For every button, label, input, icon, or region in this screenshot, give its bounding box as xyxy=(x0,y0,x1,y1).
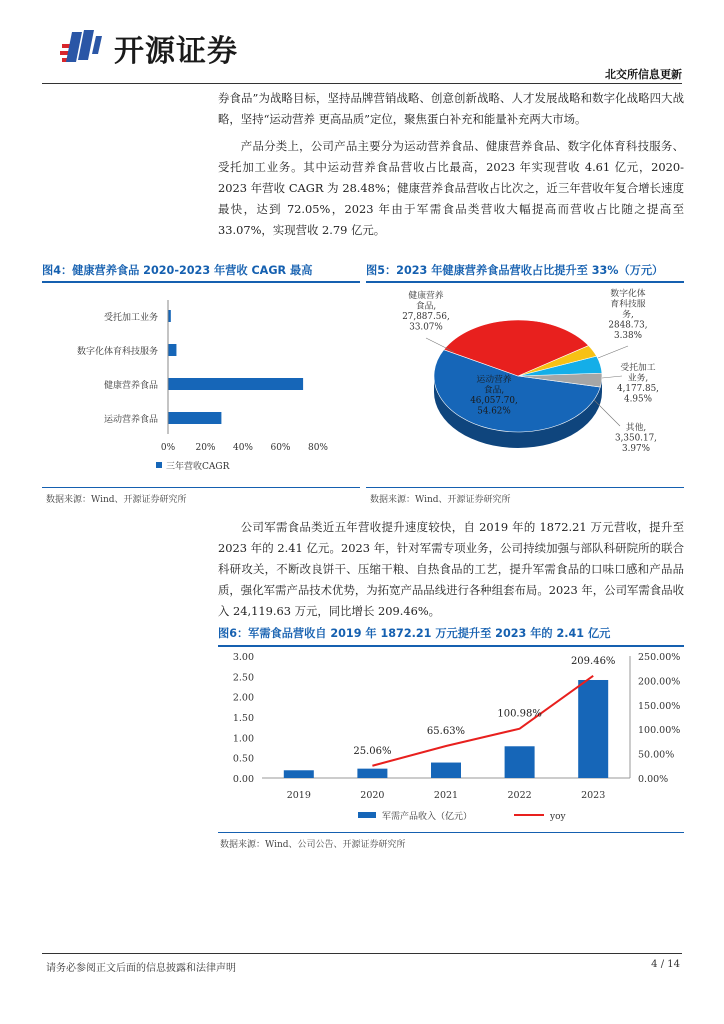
fig6-right-tick: 200.00% xyxy=(638,676,681,688)
fig6-bar xyxy=(431,763,461,778)
fig6-chart xyxy=(218,648,684,828)
fig4-legend-label: 三年营收CAGR xyxy=(166,462,230,472)
fig6-left-tick: 1.50 xyxy=(232,713,254,724)
fig5-slice-label: 其他, xyxy=(625,423,647,433)
fig5-slice-label: 3.38% xyxy=(614,331,642,341)
fig4-bar xyxy=(168,344,176,356)
fig6-bar xyxy=(578,680,608,778)
fig6-left-tick: 0.50 xyxy=(232,753,254,765)
fig4-category-label: 数字化体育科技服务 xyxy=(76,347,158,357)
footer-disclaimer: 请务必参阅正文后面的信息披露和法律声明 xyxy=(46,963,236,974)
fig4-category-label: 受托加工业务 xyxy=(103,313,158,323)
fig6-left-tick: 1.00 xyxy=(232,733,254,745)
fig6-yoy-label: 209.46% xyxy=(570,655,616,667)
paragraph-2: 产品分类上，公司产品主要分为运动营养食品、健康营养食品、数字化体育科技服务、受托加工业务。其中运动营养食品营收占比最高，2023 年实现营收 4.61 亿元，2020-2023 年营收 CAGR 为 28.48%；健康营养食品营收占比次之，近三年营收年复合增长速度最快，达到 72.05%，2023 年由于军需食品类营收大幅提高而营收占比随之提高至 33.07%，实现营收 2.79 亿元。 xyxy=(218,139,684,237)
fig5-bottom-rule xyxy=(366,487,684,488)
fig6-bar xyxy=(284,770,314,778)
fig6-right-tick: 100.00% xyxy=(638,725,681,737)
fig6-right-tick: 50.00% xyxy=(638,749,675,761)
fig6-legend-bar-label: 军需产品收入（亿元） xyxy=(382,812,473,822)
fig5-slice-label: 食品, xyxy=(415,301,437,312)
fig5-leader-line xyxy=(602,376,622,378)
fig4-x-tick: 60% xyxy=(270,443,291,453)
fig5-slice-label: 46,057.70, xyxy=(470,396,518,406)
fig6-source: 数据来源：Wind、公司公告、开源证券研究所 xyxy=(220,840,406,850)
fig6-bar xyxy=(357,769,387,778)
fig4-category-label: 运动营养食品 xyxy=(103,415,158,425)
fig5-source: 数据来源：Wind、开源证券研究所 xyxy=(370,495,511,505)
fig5-title: 图5：2023 年健康营养食品营收占比提升至 33%（万元） xyxy=(366,264,664,277)
fig6-right-tick: 150.00% xyxy=(638,700,681,712)
fig6-legend-bar-swatch xyxy=(358,812,376,818)
fig6-bottom-rule xyxy=(218,832,684,833)
fig4-x-tick: 20% xyxy=(195,443,216,453)
fig5-slice-label: 27,887.56, xyxy=(402,312,450,322)
fig4-category-label: 健康营养食品 xyxy=(103,381,158,391)
fig5-slice-label: 健康营养 xyxy=(408,291,444,301)
fig5-slice-label: 4.95% xyxy=(624,394,652,405)
fig4-x-tick: 40% xyxy=(232,443,254,453)
fig4-x-tick: 80% xyxy=(307,443,329,453)
fig6-right-tick: 250.00% xyxy=(638,652,681,663)
paragraph-3: 公司军需食品类近五年营收提升速度较快，自 2019 年的 1872.21 万元营收，提升至 2023 年的 2.41 亿元。2023 年，针对军需专项业务，公司持续加强与部队科研院所的联合科研攻关，不断改良饼干、压缩干粮、自热食品的工艺，提升军需食品的口味口感和产品品质，强化军需产品技术优势，为拓宽产品品线进行各种组套布局。2023 年，公司军需食品收入 24,119.63 万元，同比增长 209.46%。 xyxy=(218,520,684,618)
fig4-bottom-rule xyxy=(42,487,360,488)
body-text-top xyxy=(218,88,684,241)
fig6-title: 图6：军需食品营收自 2019 年 1872.21 万元提升至 2023 年的 2.41 亿元 xyxy=(218,627,611,640)
fig5-slice-label: 数字化体 xyxy=(610,289,646,299)
fig6-yoy-label: 65.63% xyxy=(426,725,466,737)
brand-logo xyxy=(58,24,248,69)
footer-rule xyxy=(42,953,682,954)
fig5-rule xyxy=(366,281,684,283)
fig4-title: 图4：健康营养食品 2020-2023 年营收 CAGR 最高 xyxy=(42,264,313,277)
logo-mark-icon xyxy=(58,24,104,66)
fig6-rule xyxy=(218,645,684,647)
fig4-bar xyxy=(168,378,303,390)
page-number: 4 / 14 xyxy=(651,959,680,970)
paragraph-1: 券食品”为战略目标，坚持品牌营销战略、创意创新战略、人才发展战略和数字化战略四大战略，坚持“运动营养 更高品质”定位，聚焦蛋白补充和能量补充两大市场。 xyxy=(218,91,684,126)
fig5-slice-label: 2848.73, xyxy=(608,320,648,331)
fig4-rule xyxy=(42,281,360,283)
fig5-slice-label: 食品, xyxy=(483,385,505,396)
fig6-x-tick: 2019 xyxy=(286,790,311,801)
fig4-bar xyxy=(168,412,221,424)
fig5-leader-line xyxy=(594,400,620,426)
fig6-legend-line-label: yoy xyxy=(550,812,566,822)
fig6-left-tick: 3.00 xyxy=(232,652,254,663)
fig6-x-tick: 2023 xyxy=(581,790,606,801)
fig6-x-tick: 2022 xyxy=(507,790,532,801)
fig6-bar xyxy=(505,746,535,778)
fig5-slice-label: 4,177.85, xyxy=(617,384,659,394)
fig5-slice-label: 受托加工 xyxy=(620,363,656,373)
fig4-x-tick: 0% xyxy=(160,443,176,453)
fig5-slice-label: 务, xyxy=(622,310,634,320)
brand-name: 开源证券 xyxy=(114,34,238,69)
fig5-slice-label: 54.62% xyxy=(477,406,511,417)
fig6-right-tick: 0.00% xyxy=(638,774,669,785)
fig4-legend-swatch xyxy=(156,462,162,468)
fig4-chart xyxy=(42,286,360,482)
fig6-x-tick: 2021 xyxy=(433,790,459,801)
fig5-slice-label: 育科技服 xyxy=(610,299,646,310)
fig6-yoy-label: 25.06% xyxy=(353,745,392,757)
fig6-yoy-line xyxy=(372,676,593,766)
fig5-slice-label: 业务, xyxy=(627,373,649,384)
fig5-slice-label: 3,350.17, xyxy=(615,433,657,444)
fig6-yoy-label: 100.98% xyxy=(497,708,542,720)
fig4-source: 数据来源：Wind、开源证券研究所 xyxy=(46,495,187,505)
section-title: 北交所信息更新 xyxy=(605,68,682,81)
fig5-slice-label: 运动营养 xyxy=(476,375,512,385)
fig5-chart xyxy=(366,286,684,482)
fig5-slice-label: 33.07% xyxy=(409,322,443,333)
fig6-left-tick: 2.50 xyxy=(232,672,254,684)
fig6-x-tick: 2020 xyxy=(360,790,385,801)
body-text-mid xyxy=(218,517,684,622)
fig6-left-tick: 0.00 xyxy=(232,774,254,785)
fig6-left-tick: 2.00 xyxy=(232,692,254,704)
fig5-leader-line xyxy=(598,346,628,358)
header-rule xyxy=(42,83,682,84)
fig5-slice-label: 3.97% xyxy=(622,444,650,454)
